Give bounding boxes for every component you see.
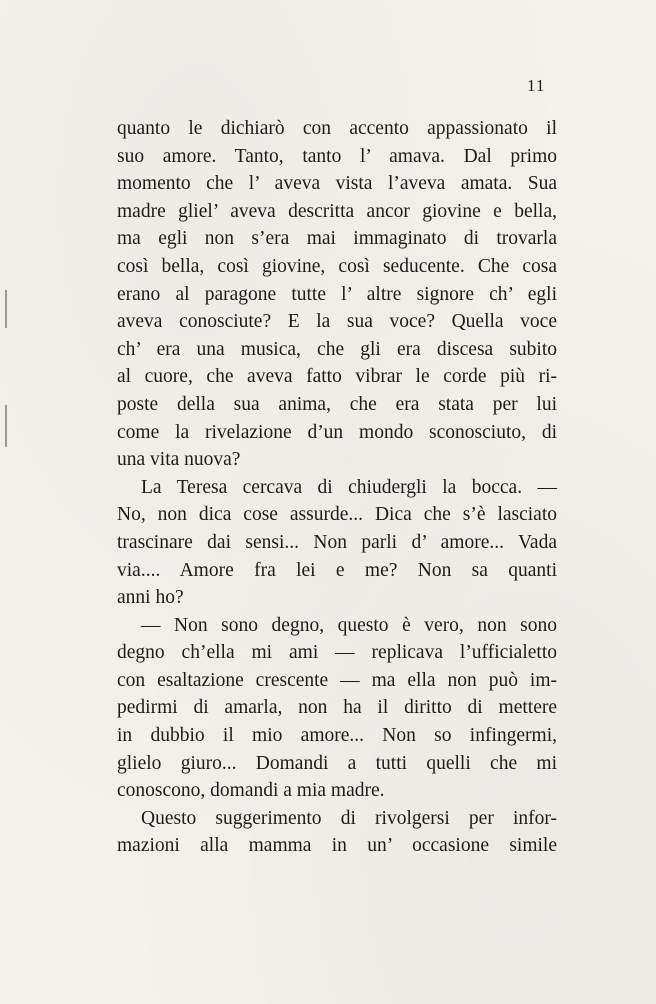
text-line: La Teresa cercava di chiudergli la bocca. — xyxy=(141,476,557,498)
text-line: aveva conosciute? E la sua voce? Quella voce xyxy=(117,311,557,333)
text-line: conoscono, domandi a mia madre. xyxy=(117,780,385,802)
page-number: 11 xyxy=(527,76,546,95)
text-line: al cuore, che aveva fatto vibrar le corde più ri- xyxy=(117,366,557,388)
text-line: quanto le dichiarò con accento appassionato il xyxy=(117,118,557,139)
text-line: in dubbio il mio amore... Non so infingermi, xyxy=(117,725,557,747)
text-line: con esaltazione crescente — ma ella non può im- xyxy=(117,669,557,691)
text-line: ma egli non s’era mai immaginato di trovarla xyxy=(117,228,557,250)
text-line: momento che l’ aveva vista l’aveva amata. Sua xyxy=(117,173,557,195)
text-line: — Non sono degno, questo è vero, non sono xyxy=(141,614,557,636)
text-line: degno ch’ella mi ami — replicava l’ufficialetto xyxy=(117,642,557,664)
text-line: poste della sua anima, che era stata per lui xyxy=(117,393,557,415)
text-line: via.... Amore fra lei e me? Non sa quanti xyxy=(117,559,557,581)
body-text xyxy=(117,115,557,860)
text-line: glielo giuro... Domandi a tutti quelli che mi xyxy=(117,752,557,774)
text-line: ch’ era una musica, che gli era discesa subito xyxy=(117,338,557,360)
text-line: una vita nuova? xyxy=(117,449,241,471)
text-line: Questo suggerimento di rivolgersi per infor- xyxy=(141,807,557,829)
text-line: mazioni alla mamma in un’ occasione simile xyxy=(117,835,557,857)
text-line: erano al paragone tutte l’ altre signore ch’ egli xyxy=(117,283,557,305)
text-line: suo amore. Tanto, tanto l’ amava. Dal primo xyxy=(117,145,557,167)
binding-edge-mark xyxy=(5,405,7,447)
text-line: pedirmi di amarla, non ha il diritto di mettere xyxy=(117,697,557,719)
text-line: trascinare dai sensi... Non parli d’ amore... Vada xyxy=(117,531,557,553)
binding-edge-mark xyxy=(5,290,7,328)
text-line: come la rivelazione d’un mondo sconosciuto, di xyxy=(117,421,557,443)
text-line: No, non dica cose assurde... Dica che s’è lasciato xyxy=(117,504,557,526)
text-line: madre gliel’ aveva descritta ancor giovine e bella, xyxy=(117,200,557,222)
text-line: così bella, così giovine, così seducente. Che cosa xyxy=(117,255,557,277)
text-line: anni ho? xyxy=(117,587,184,609)
